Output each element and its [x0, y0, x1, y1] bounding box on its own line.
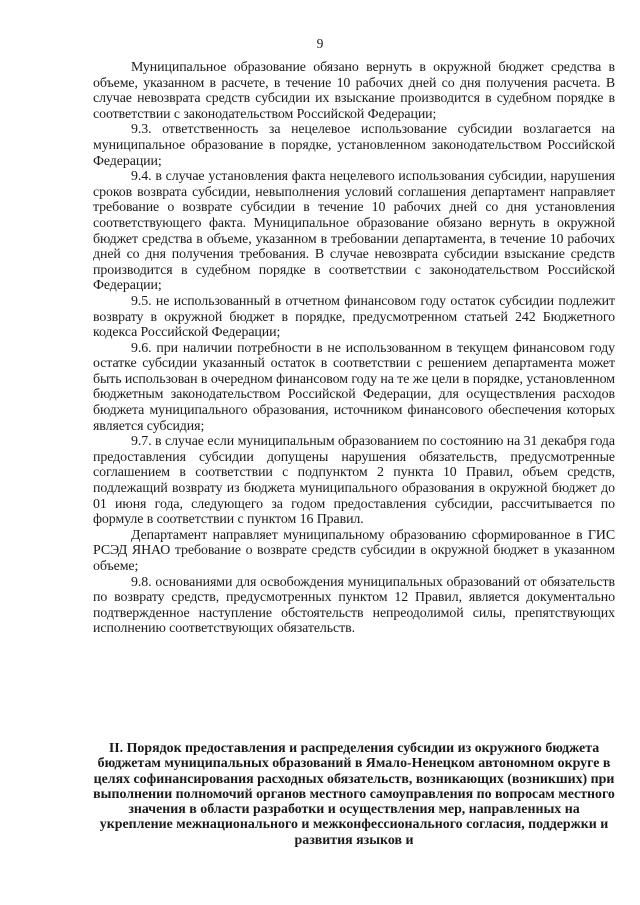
paragraph-9-8: 9.8. основаниями для освобождения муниципальных образований от обязательств по возврату средств, предусмотренных пунктом 12 Правил, является документально подтвержденное наступление обстоятельств непреодолимой силы, препятствующих исполнению соответствующих обязательств. [93, 574, 615, 637]
paragraph-9-3: 9.3. ответственность за нецелевое использование субсидии возлагается на муниципальное образование в порядке, установленном законодательством Российской Федерации; [93, 122, 615, 169]
body-text [93, 60, 615, 637]
page-number: 9 [316, 36, 324, 51]
paragraph-refund-obligation: Муниципальное образование обязано вернуть в окружной бюджет средства в объеме, указанном в расчете, в течение 10 рабочих дней со дня получения расчета. В случае невозврата средств субсидии их взыскание производится в судебном порядке в соответствии с законодательством Российской Федерации; [93, 60, 615, 122]
paragraph-9-5: 9.5. не использованный в отчетном финансовом году остаток субсидии подлежит возврату в окружной бюджет в порядке, предусмотренном статьей 242 Бюджетного кодекса Российской Федерации; [93, 293, 615, 341]
paragraph-9-7: 9.7. в случае если муниципальным образованием по состоянию на 31 декабря года предоставления субсидии допущены нарушения обязательств, предусмотренные соглашением в соответствии с подпунктом 2 пункта 10 Правил, объем средств, подлежащий возврату из бюджета муниципального образования в окружной бюджет до 01 июня года, следующего за годом предоставления субсидии, рассчитывается по формуле в соответствии с пунктом 16 Правил. [93, 434, 615, 528]
paragraph-department-requirement: Департамент направляет муниципальному образованию сформированное в ГИС РСЭД ЯНАО требование о возврате средств субсидии в окружной бюджет в указанном объеме; [93, 527, 615, 574]
paragraph-9-4: 9.4. в случае установления факта нецелевого использования субсидии, нарушения сроков возврата субсидии, невыполнения условий соглашения департамент направляет требование о возврате субсидии в течение 10 рабочих дней со дня установления соответствующего факта. Муниципальное образование обязано вернуть в окружной бюджет средства в объеме, указанном в требовании департамента, в течение 10 рабочих дней со дня получения требования. В случае невозврата субсидии взыскание средств производится в судебном порядке в соответствии с законодательством Российской Федерации; [93, 169, 615, 294]
section-heading: II. Порядок предоставления и распределения субсидии из окружного бюджета бюджетам муниципальных образований в Ямало-Ненецком автономном округе в целях софинансирования расходных обязательств, возникающих (возникших) при выполнении полномочий органов местного самоуправления по вопросам местного значения в области разработки и осуществления мер, направленных на укрепление межнационального и межконфессионального согласия, поддержки и развития языков и [93, 741, 615, 848]
paragraph-9-6: 9.6. при наличии потребности в не использованном в текущем финансовом году остатке субсидии указанный остаток в соответствии с решением департамента может быть использован в очередном финансовом году на те же цели в порядке, установленном бюджетным законодательством Российской Федерации, для осуществления расходов бюджета муниципального образования, источником финансового обеспечения которых является субсидия; [93, 340, 615, 434]
